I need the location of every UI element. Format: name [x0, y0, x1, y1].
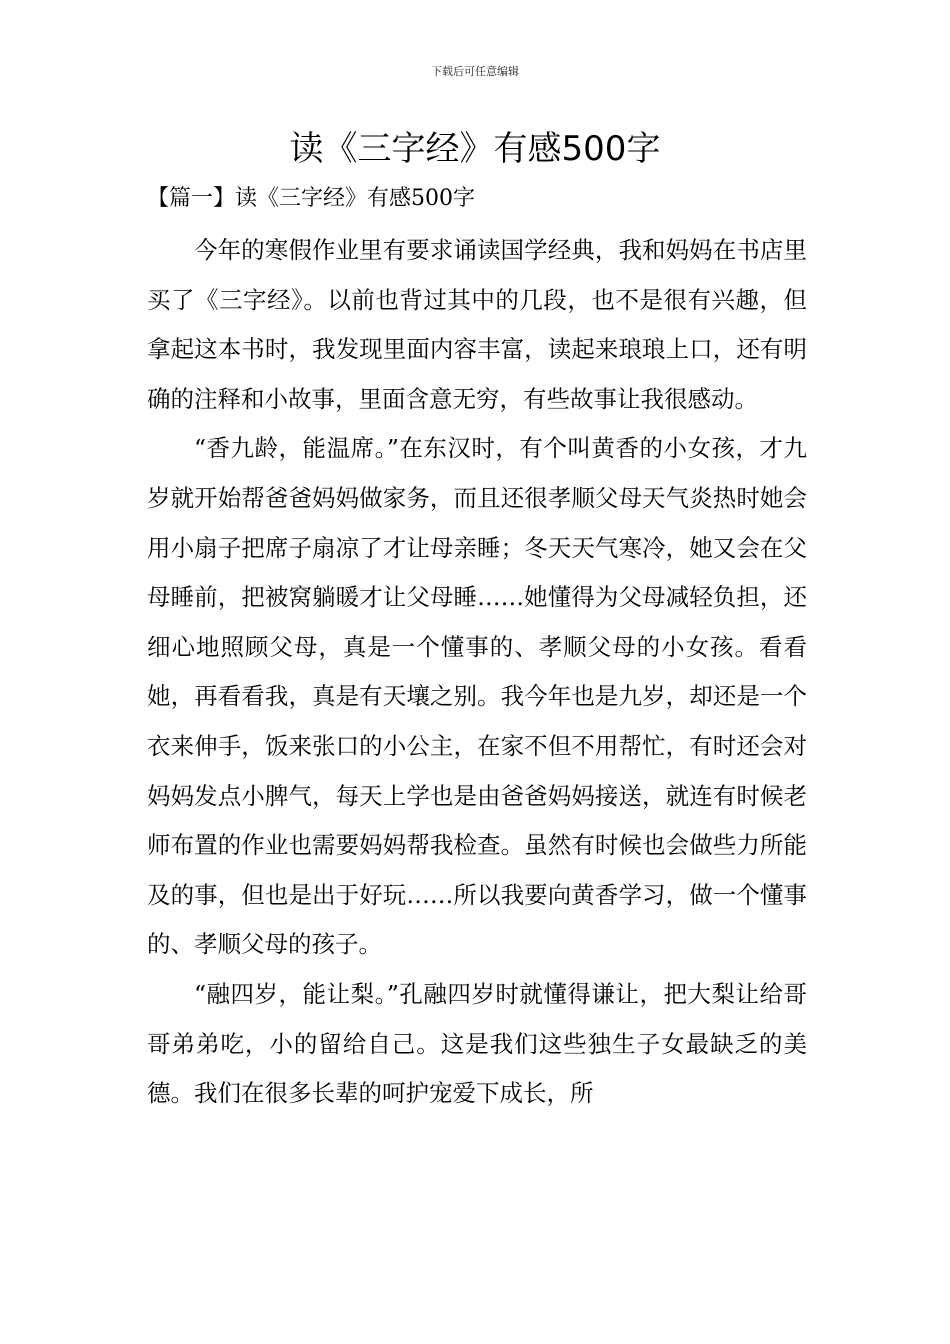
document-title: 读《三字经》有感500字	[289, 129, 661, 169]
paragraph-intro: 今年的寒假作业里有要求诵读国学经典，我和妈妈在书店里买了《三字经》。以前也背过其中的几段，也不是很有兴趣，但拿起这本书时，我发现里面内容丰富，读起来琅琅上口，还有明确的注释和小故事，里面含意无穷，有些故事让我很感动。	[147, 236, 807, 413]
section-heading: 【篇一】读《三字经》有感500字	[147, 186, 475, 211]
paragraph-kong-rong: “融四岁，能让梨。”孔融四岁时就懂得谦让，把大梨让给哥哥弟弟吃，小的留给自己。这是我们这些独生子女最缺乏的美德。我们在很多长辈的呵护宠爱下成长，所	[147, 979, 807, 1108]
document-body	[147, 226, 807, 1119]
paragraph-huang-xiang: “香九龄，能温席。”在东汉时，有个叫黄香的小女孩，才九岁就开始帮爸爸妈妈做家务，而且还很孝顺父母天气炎热时她会用小扇子把席子扇凉了才让母亲睡；冬天天气寒冷，她又会在父母睡前，把被窝躺暖才让父母睡……她懂得为父母减轻负担，还细心地照顾父母，真是一个懂事的、孝顺父母的小女孩。看看她，再看看我，真是有天壤之别。我今年也是九岁，却还是一个衣来伸手，饭来张口的小公主，在家不但不用帮忙，有时还会对妈妈发点小脾气，每天上学也是由爸爸妈妈接送，就连有时候老师布置的作业也需要妈妈帮我检查。虽然有时候也会做些力所能及的事，但也是出于好玩……所以我要向黄香学习，做一个懂事的、孝顺父母的孩子。	[147, 434, 807, 959]
header-note: 下载后可任意编辑	[431, 65, 519, 78]
